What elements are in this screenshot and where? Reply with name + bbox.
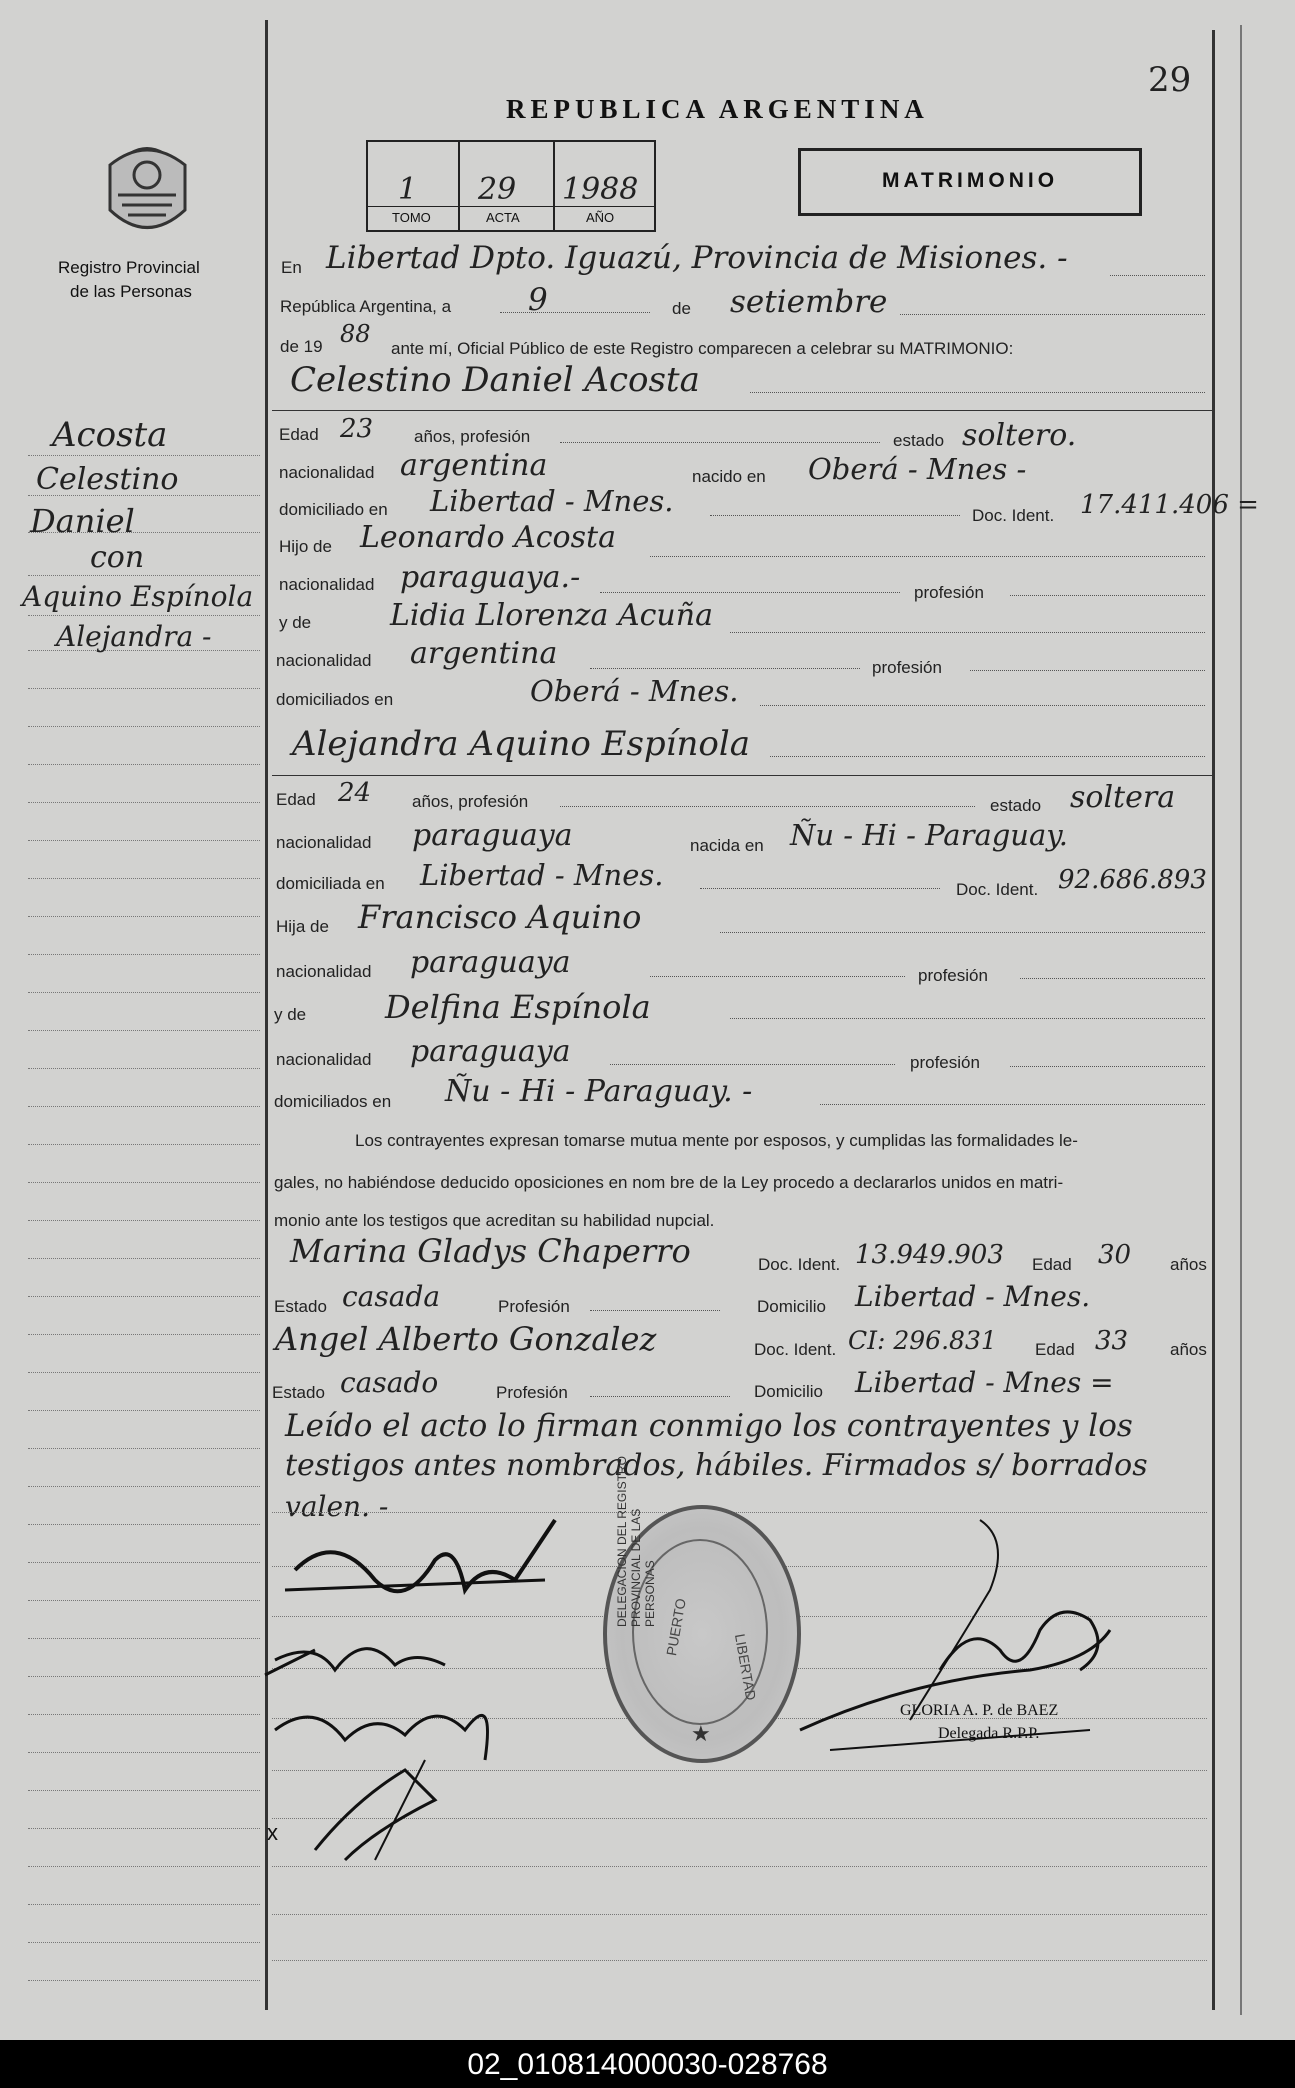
witness2-document-number: CI: 296.831 [848, 1326, 997, 1355]
right-edge [1240, 25, 1242, 2015]
witness2-anos-label: años [1170, 1340, 1207, 1359]
groom-document-number: 17.411.406 = [1080, 490, 1259, 520]
declaration-line2: gales, no habiéndose deducido oposiciones en nom bre de la Ley procedo a declararlos unidos en matri- [274, 1173, 1064, 1192]
witness1-anos-label: años [1170, 1255, 1207, 1274]
de-label: de [672, 299, 691, 318]
acta-label: ACTA [486, 210, 520, 225]
bride-anos-profesion-label: años, profesión [412, 792, 529, 811]
margin-note-line3: Daniel [30, 502, 135, 540]
bride-parents-residence: Ñu - Hi - Paraguay. - [445, 1074, 753, 1109]
bride-nacida-label: nacida en [690, 836, 764, 855]
seal-ring-text: DELEGACION DEL REGISTRO PROVINCIAL DE LAS PERSONAS [615, 1456, 657, 1627]
bride-y-de-label: y de [274, 1005, 307, 1024]
bride-father-nationality: paraguaya [410, 945, 571, 980]
bride-name: Alejandra Aquino Espínola [292, 724, 751, 764]
ano-value: 1988 [562, 172, 639, 207]
groom-nacido-label: nacido en [692, 467, 766, 486]
bride-domiciliados-label: domiciliados en [274, 1092, 392, 1111]
bride-birthplace: Ñu - Hi - Paraguay. [790, 818, 1069, 852]
witness1-age: 30 [1098, 1240, 1132, 1270]
closing-line1: Leído el acto lo firman conmigo los contrayentes y los [285, 1408, 1133, 1444]
witness2-profesion-label: Profesión [496, 1383, 568, 1402]
groom-name: Celestino Daniel Acosta [290, 360, 700, 400]
witness2-edad-label: Edad [1035, 1340, 1075, 1359]
star-icon: ★ [691, 1721, 711, 1746]
witness1-document-number: 13.949.903 [855, 1240, 1004, 1270]
witness2-age: 33 [1095, 1326, 1129, 1356]
bride-father-profesion-label: profesión [918, 966, 988, 985]
groom-y-de-label: y de [279, 613, 312, 632]
official-seal [603, 1456, 801, 1763]
margin-note-line2: Celestino [36, 462, 179, 497]
witness1-residence: Libertad - Mnes. [855, 1280, 1091, 1313]
witness2-doc-label: Doc. Ident. [754, 1340, 837, 1359]
declaration-line1: Los contrayentes expresan tomarse mutua mente por esposos, y cumplidas las formalidades le- [355, 1131, 1078, 1150]
act-type-label: MATRIMONIO [881, 169, 1059, 192]
bride-doc-label: Doc. Ident. [956, 880, 1039, 899]
groom-father-name: Leonardo Acosta [360, 520, 616, 555]
witness2-marital-status: casado [340, 1366, 439, 1399]
de19-label: de 19 [280, 337, 323, 356]
groom-mother-name: Lidia Llorenza Acuña [390, 598, 713, 633]
footer-id: 02_010814000030-028768 [467, 2048, 828, 2081]
margin-note-line1: Acosta [52, 415, 168, 455]
closing-line2: testigos antes nombrados, hábiles. Firmados s/ borrados [285, 1448, 1148, 1483]
bride-residence: Libertad - Mnes. [420, 858, 664, 892]
witness2-estado-label: Estado [272, 1383, 325, 1402]
witness1-domicilio-label: Domicilio [757, 1297, 826, 1316]
bride-father-name: Francisco Aquino [358, 898, 642, 936]
groom-nationality: argentina [400, 448, 548, 483]
bride-edad-label: Edad [276, 790, 316, 809]
bride-domiciliada-label: domiciliada en [276, 874, 385, 893]
signatures-graphic [255, 1500, 575, 1880]
groom-mother-nacionalidad-label: nacionalidad [276, 651, 372, 670]
groom-edad-label: Edad [279, 425, 319, 444]
bride-age: 24 [338, 778, 372, 808]
bride-estado-label: estado [990, 796, 1042, 815]
right-border [1212, 30, 1215, 2010]
intro-text: ante mí, Oficial Público de este Registro comparecen a celebrar su MATRIMONIO: [391, 339, 1014, 358]
groom-birthplace: Oberá - Mnes - [808, 452, 1027, 486]
groom-father-profesion-label: profesión [914, 583, 984, 602]
groom-mother-profesion-label: profesión [872, 658, 942, 677]
ceremony-month: setiembre [730, 284, 888, 320]
act-type-box [798, 148, 1142, 216]
footer-bar [0, 2040, 1295, 2088]
groom-nacionalidad-label: nacionalidad [279, 463, 375, 482]
bride-document-number: 92.686.893 [1058, 865, 1207, 895]
bride-father-nacionalidad-label: nacionalidad [276, 962, 372, 981]
groom-estado-label: estado [893, 431, 945, 450]
groom-mother-nationality: argentina [410, 636, 558, 671]
groom-parents-residence: Oberá - Mnes. [530, 674, 739, 708]
margin-note-line5: Aquino Espínola [22, 580, 254, 613]
bride-mother-profesion-label: profesión [910, 1053, 980, 1072]
bride-mother-name: Delfina Espínola [385, 988, 651, 1026]
groom-residence: Libertad - Mnes. [430, 484, 674, 518]
groom-domiciliados-label: domiciliados en [276, 690, 394, 709]
witness1-estado-label: Estado [274, 1297, 327, 1316]
witness1-edad-label: Edad [1032, 1255, 1072, 1274]
country-title: REPUBLICA ARGENTINA [506, 94, 929, 124]
page-number: 29 [1148, 60, 1192, 100]
seal-right-text: LIBERTAD [731, 1632, 760, 1702]
witness1-marital-status: casada [342, 1280, 441, 1313]
officer-name: GLORIA A. P. de BAEZ [900, 1702, 1059, 1719]
registry-name-line2: de las Personas [70, 282, 192, 301]
bride-mother-nacionalidad-label: nacionalidad [276, 1050, 372, 1069]
ceremony-place: Libertad Dpto. Iguazú, Provincia de Misiones. - [326, 240, 1068, 276]
tomo-label: TOMO [392, 210, 431, 225]
witness1-doc-label: Doc. Ident. [758, 1255, 841, 1274]
groom-hijo-label: Hijo de [279, 537, 332, 556]
officer-signature-graphic [790, 1500, 1150, 1800]
groom-father-nacionalidad-label: nacionalidad [279, 575, 375, 594]
groom-domiciliado-label: domiciliado en [279, 500, 388, 519]
tomo-value: 1 [398, 172, 418, 207]
ano-label: AÑO [586, 210, 615, 225]
witness1-name: Marina Gladys Chaperro [290, 1232, 691, 1270]
witness2-name: Angel Alberto Gonzalez [275, 1320, 657, 1358]
acta-value: 29 [478, 172, 517, 207]
witness2-residence: Libertad - Mnes = [855, 1366, 1114, 1399]
coat-of-arms-icon [100, 135, 195, 245]
bride-hija-label: Hija de [276, 917, 329, 936]
svg-text:x: x [267, 1820, 278, 1845]
declaration-line3: monio ante los testigos que acreditan su habilidad nupcial. [274, 1211, 715, 1230]
bride-marital-status: soltera [1070, 780, 1176, 815]
margin-note-line6: Alejandra - [56, 620, 212, 653]
republica-label: República Argentina, a [280, 297, 452, 316]
bride-mother-nationality: paraguaya [410, 1034, 571, 1069]
registry-name-line1: Registro Provincial [58, 258, 200, 277]
officer-title: Delegada R.P.P. [938, 1725, 1040, 1742]
groom-doc-label: Doc. Ident. [972, 506, 1055, 525]
closing-line3: valen. - [285, 1490, 389, 1523]
ceremony-day: 9 [528, 282, 548, 318]
groom-age: 23 [340, 414, 374, 444]
witness1-profesion-label: Profesión [498, 1297, 570, 1316]
seal-left-text: PUERTO [663, 1597, 689, 1657]
margin-note-line4: con [90, 540, 145, 575]
en-label: En [281, 258, 302, 277]
ceremony-year-suffix: 88 [340, 320, 371, 348]
witness2-domicilio-label: Domicilio [754, 1382, 823, 1401]
act-number-box [366, 140, 656, 232]
bride-nationality: paraguaya [412, 818, 573, 853]
bride-nacionalidad-label: nacionalidad [276, 833, 372, 852]
groom-marital-status: soltero. [962, 418, 1077, 453]
groom-father-nationality: paraguaya.- [400, 560, 581, 595]
groom-anos-profesion-label: años, profesión [414, 427, 531, 446]
